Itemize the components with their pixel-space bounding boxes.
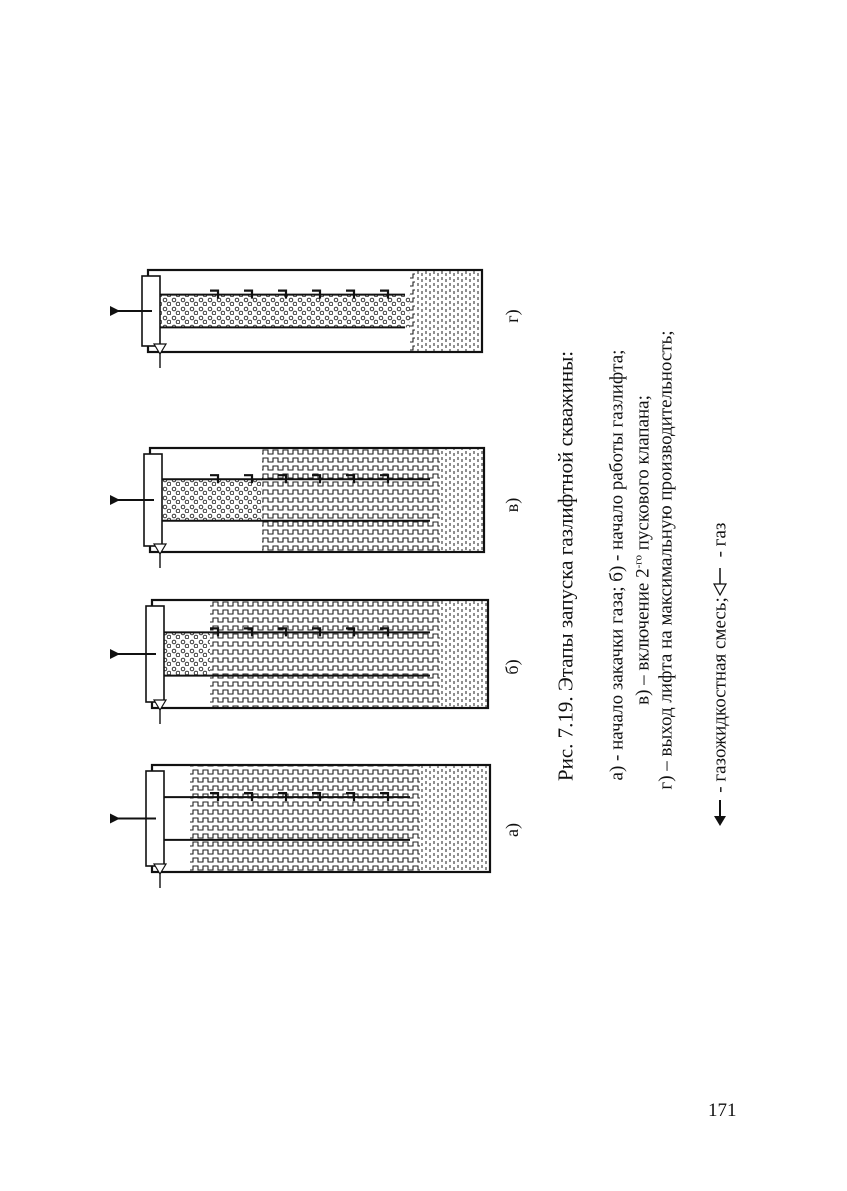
panel-label-v: в) [502, 497, 522, 513]
tubing-mixture-v [150, 479, 262, 521]
figure-title: Рис. 7.19. Этапы запуска газлифтной скважины: [553, 350, 578, 782]
annulus-liquid-g [410, 270, 415, 352]
panel-label-b: б) [502, 659, 522, 675]
caption-line-3: г) – выход лифта на максимальную производительность; [655, 330, 677, 790]
page-number: 171 [708, 1100, 737, 1121]
tubing-liquid-b [210, 632, 430, 675]
caption-line-2: в) – включение $2^{-го}$ пускового клапана; [632, 395, 654, 705]
panel-label-g: г) [502, 309, 522, 323]
bottom-liquid-v [440, 448, 484, 552]
caption-line-1: а) - начало закачки газа; б) - начало работы газлифта; [606, 349, 628, 781]
bottom-liquid-g [415, 270, 482, 352]
panel-label-a: а) [502, 823, 522, 837]
bottom-liquid-b [440, 600, 488, 708]
tubing-liquid-a [190, 797, 410, 840]
legend-mixture-label: - газожидкостная смесь; [709, 597, 731, 793]
caption-superscript: -го [632, 555, 645, 569]
legend-gas-label: - газ [709, 522, 731, 558]
tubing-liquid-v [262, 479, 430, 521]
tubing-mixture-g [148, 295, 410, 328]
bottom-liquid-a [420, 765, 490, 872]
